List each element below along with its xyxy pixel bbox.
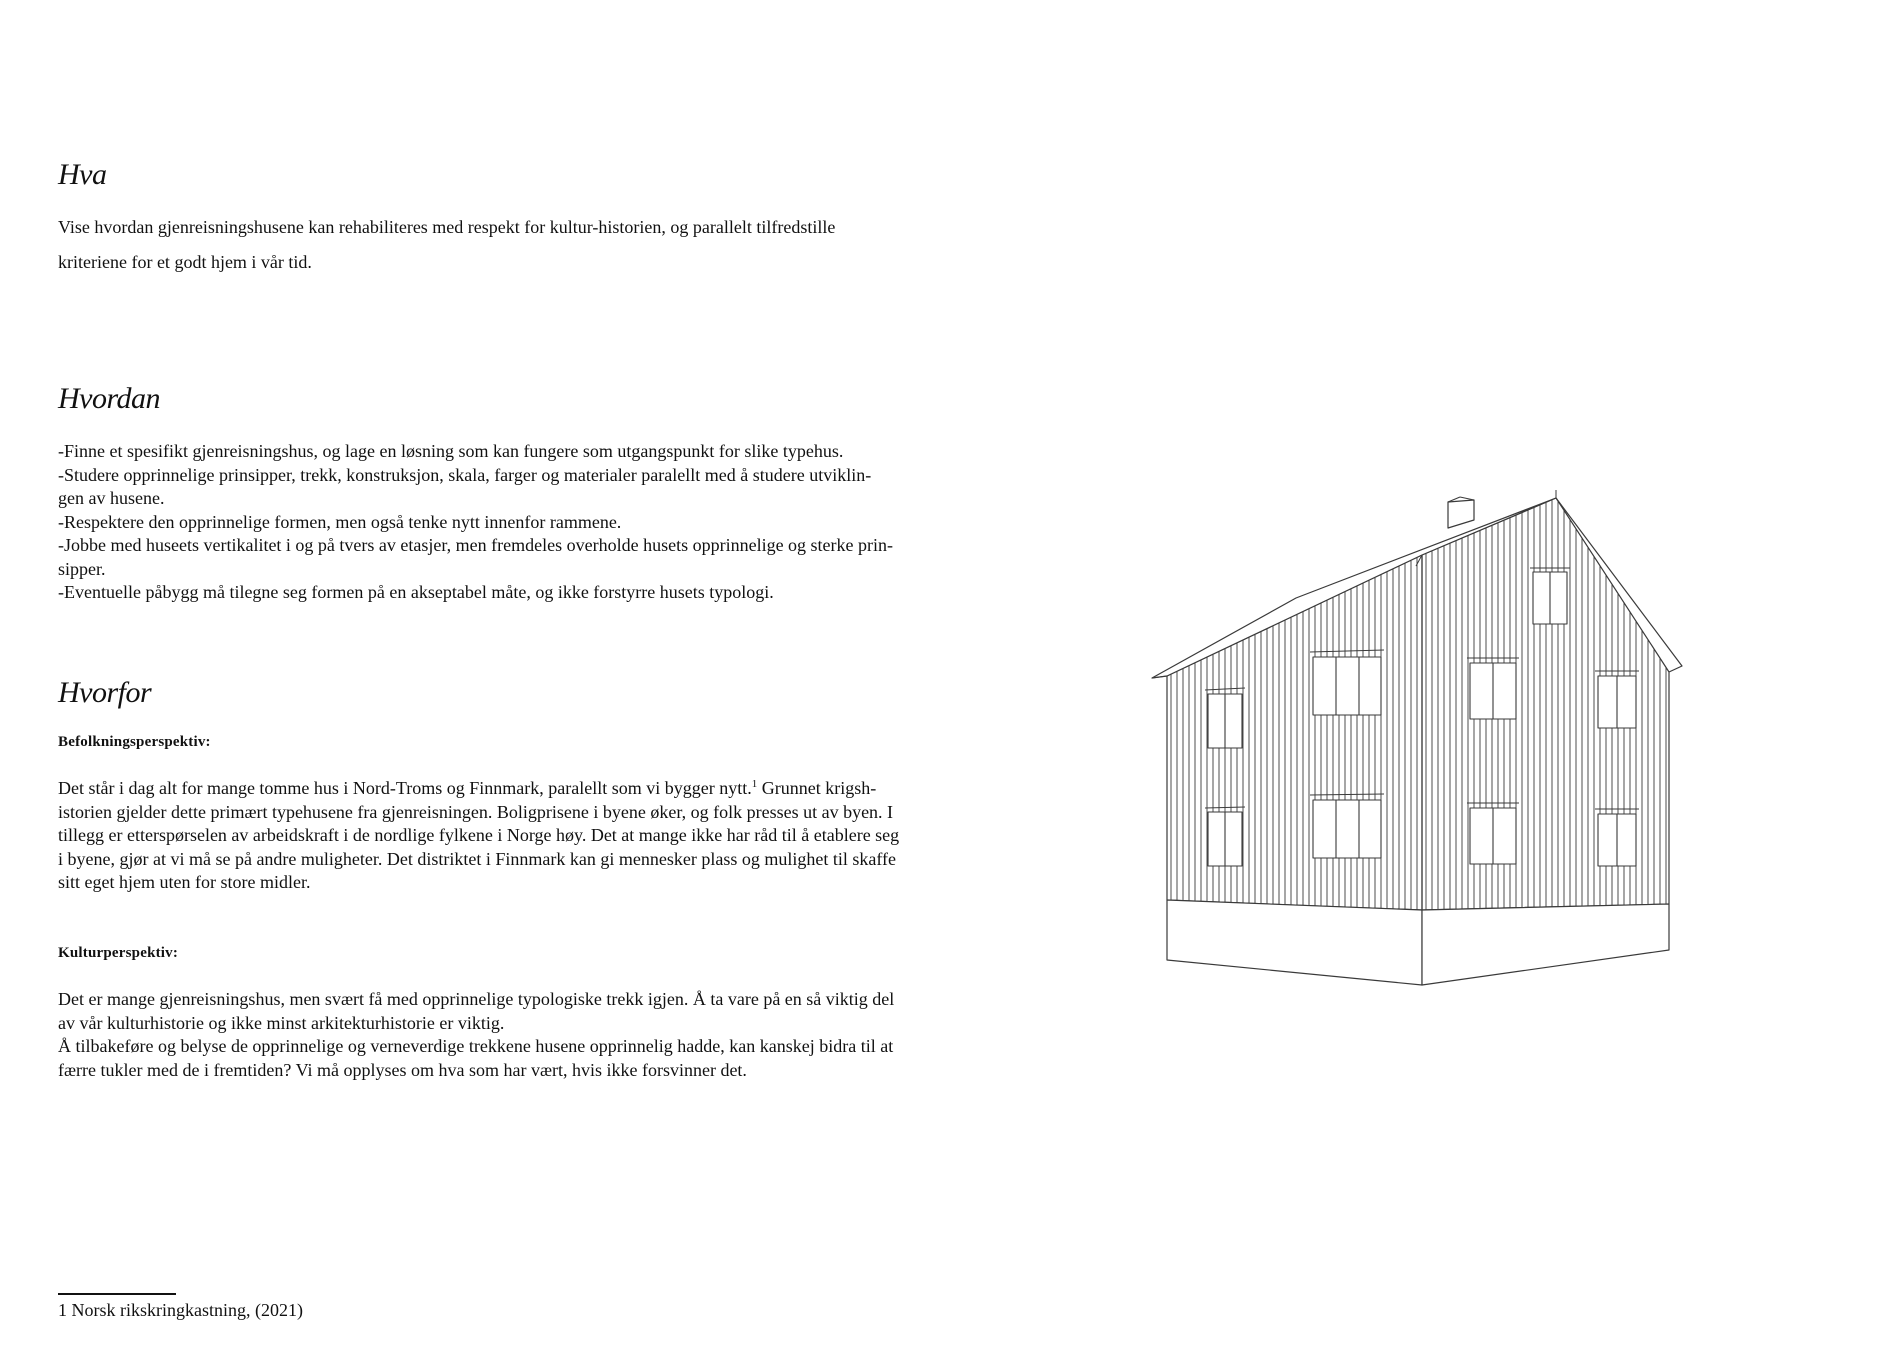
footnote: 1 Norsk rikskringkastning, (2021) [58, 1300, 303, 1320]
paragraph-hva [58, 210, 968, 280]
text-line: i byene, gjør at vi må se på andre muligheter. Det distriktet i Finnmark kan gi mennesker plass og mulighet til skaffe [58, 848, 896, 869]
text-line: Det er mange gjenreisningshus, men svært få med opprinnelige typologiske trekk igjen. Å ta vare på en så viktig del [58, 989, 895, 1009]
heading-hvorfor: Hvorfor [58, 676, 152, 709]
text-line: istorien gjelder dette primært typehusene fra gjenreisningen. Boligprisene i byene øker, og folk presses ut av byen. I [58, 801, 894, 822]
text-line: -Finne et spesifikt gjenreisningshus, og lage en løsning som kan fungere som utgangspunkt for slike typehus. [58, 441, 844, 461]
text-line: tillegg er etterspørselen av arbeidskraft i de nordlige fylkene i Norge høy. Det at mange ikke har råd til å etablere seg [58, 825, 900, 845]
paragraph-befolkningsperspektiv [58, 777, 968, 895]
text-line: sipper. [58, 558, 106, 579]
text-line: gen av husene. [58, 488, 165, 508]
text-line [58, 777, 968, 801]
text-line: kriteriene for et godt hjem i vår tid. [58, 252, 312, 272]
text-segment: Det står i dag alt for mange tomme hus i Nord-Troms og Finnmark, paralellt som vi bygger nytt. [58, 778, 752, 798]
text-line: sitt eget hjem uten for store midler. [58, 872, 311, 892]
text-line: av vår kulturhistorie og ikke minst arkitekturhistorie er viktig. [58, 1012, 505, 1033]
subheading-kulturperspektiv: Kulturperspektiv: [58, 945, 179, 961]
footnote-reference: 1 [751, 778, 758, 790]
footnote-divider [58, 1293, 176, 1295]
text-line: -Eventuelle påbygg må tilegne seg formen på en akseptabel måte, og ikke forstyrre husets typologi. [58, 582, 774, 602]
text-line: færre tukler med de i fremtiden? Vi må opplyses om hva som har vært, hvis ikke forsvinner det. [58, 1059, 747, 1080]
subheading-befolkningsperspektiv: Befolkningsperspektiv: [58, 734, 211, 750]
text-line: -Studere opprinnelige prinsipper, trekk, konstruksjon, skala, farger og materialer paralellt med å studere utviklin- [58, 464, 872, 485]
text-line: Å tilbakeføre og belyse de opprinnelige og verneverdige trekkene husene opprinnelig hadde, kan kanskej bidra til at [58, 1036, 894, 1056]
paragraph-kulturperspektiv [58, 988, 968, 1082]
text-line: -Respektere den opprinnelige formen, men også tenke nytt innenfor rammene. [58, 511, 622, 532]
paragraph-hvordan [58, 440, 968, 605]
text-line: Vise hvordan gjenreisningshusene kan rehabiliteres med respekt for kultur-historien, og parallelt tilfredstille [58, 217, 836, 237]
text-line: -Jobbe med huseets vertikalitet i og på tvers av etasjer, men fremdeles overholde husets opprinnelige og sterke prin- [58, 535, 894, 555]
house-line-drawing-icon [1140, 480, 1700, 1000]
text-segment: Grunnet krigsh- [757, 778, 877, 798]
heading-hva: Hva [58, 158, 107, 191]
heading-hvordan: Hvordan [58, 382, 161, 415]
